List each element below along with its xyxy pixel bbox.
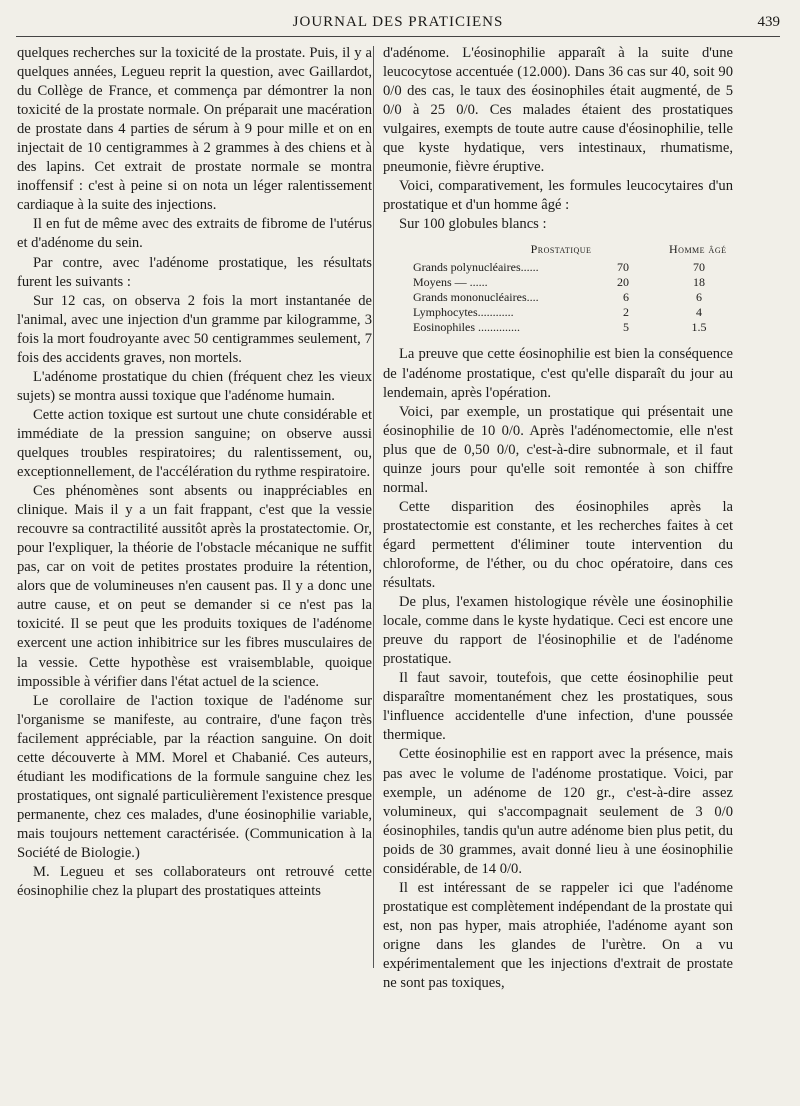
paragraph: Voici, par exemple, un prostatique qui présentait une éosinophilie de 10 0/0. Après l'adénomectomie, elle n'est plus que de 0,50 0/0, c'est-à-dire subnormale, et il faut quinze jours pour qu'elle soit remontée à son chiffre normal. [383,403,733,496]
homme-value: 70 [693,260,705,275]
table-row [413,320,729,335]
paragraph: d'adénome. L'éosinophilie apparaît à la suite d'une leucocytose accentuée (12.000). Dans 36 cas sur 40, soit 90 0/0 des cas, le taux des éosinophiles était augmenté, de 5 0/0 à 25 0/0. Ces malades étaient des prostatiques vulgaires, exempts de toute autre cause d'éosinophilie, telle que kyste hydatique, vers intestinaux, rhumatisme, pneumonie, fièvre éruptive. [383,45,733,176]
paragraph: Voici, comparativement, les formules leucocytaires d'un prostatique et d'un homme âgé : [383,178,733,214]
leukocyte-formula-table [413,242,729,335]
paragraph: La preuve que cette éosinophilie est bien la conséquence de l'adénome prostatique, c'est qu'elle disparaît du jour au lendemain, après l'opération. [383,346,733,401]
prostatique-value: 2 [623,305,629,320]
prostatique-value: 20 [617,275,629,290]
row-label: Eosinophiles .............. [413,320,520,335]
row-label: Lymphocytes............ [413,305,514,320]
prostatique-value: 70 [617,260,629,275]
column-header-prostatique: Prostatique [530,242,592,257]
paragraph: Par contre, avec l'adénome prostatique, les résultats furent les suivants : [17,254,372,290]
table-row [413,260,729,275]
table-header-row [413,242,729,260]
prostatique-value: 5 [623,320,629,335]
paragraph: Il est intéressant de se rappeler ici que l'adénome prostatique est complètement indépendant de la prostate qui est, non pas hyper, mais atrophiée, l'adénome ayant son origne dans les glandes de l'urètre. On a vu expérimentalement que les injections d'extrait de prostate ne sont pas toxiques, [383,879,733,992]
paragraph: M. Legueu et ses collaborateurs ont retrouvé cette éosinophilie chez la plupart des prostatiques atteints [17,864,372,900]
row-label: Grands mononucléaires.... [413,290,539,305]
left-column [17,44,372,901]
row-label: Grands polynucléaires...... [413,260,539,275]
right-column [383,44,733,993]
table-row [413,275,729,290]
paragraph: Ces phénomènes sont absents ou inappréciables en clinique. Mais il y a un fait frappant, c'est que la vessie recouvre sa contractilité aussitôt après la prostatectomie. Or, pour l'expliquer, la théorie de l'obstacle mécanique ne suffit pas, car on voit de petites prostates produire la rétention, alors que de volumineuses n'en causent pas. Il y a donc une autre cause, et on peut se demander si ce n'est pas la toxicité. Il se peut que les produits toxiques de l'adénome exercent une action inhibitrice sur les fibres musculaires de la vessie. Cette hypothèse est vraisemblable, quoique impossible à vérifier dans l'état actuel de la science. [17,483,372,690]
journal-title: JOURNAL DES PRATICIENS [292,14,504,30]
paragraph: L'adénome prostatique du chien (fréquent chez les vieux sujets) se montra aussi toxique que l'adénome humain. [17,368,372,404]
homme-value: 1.5 [691,320,707,335]
table-row [413,305,729,320]
paragraph: Il en fut de même avec des extraits de fibrome de l'utérus et d'adénome du sein. [17,216,372,252]
column-header-homme-age: Homme âgé [669,242,727,257]
row-label: Moyens — ...... [413,275,488,290]
homme-value: 18 [693,275,705,290]
paragraph: Cette action toxique est surtout une chute considérable et immédiate de la pression sanguine; on observe aussi quelques troubles respiratoires; du ralentissement, ou, exceptionnellement, de l'accélération du rythme respiratoire. [17,406,372,481]
paragraph: Le corollaire de l'action toxique de l'adénome sur l'organisme se manifeste, au contraire, d'une façon très facilement appréciable, par la réaction sanguine. On doit cette découverte à MM. Morel et Chabanié. Ces auteurs, étudiant les modifications de la formule sanguine chez les prostatiques, ont signalé particulièrement l'existence presque permanente, chez ces malades, d'une éosinophilie variable, mais toujours nettement caractérisée. (Communication à la Société de Biologie.) [17,692,372,861]
paragraph: Sur 12 cas, on observa 2 fois la mort instantanée de l'animal, avec une injection d'un gramme par kilogramme, 3 fois la mort foudroyante avec 50 centigrammes seulement, 7 fois des accidents graves, non mortels. [17,292,372,366]
paragraph: Il faut savoir, toutefois, que cette éosinophilie peut disparaître momentanément chez les prostatiques, sous l'influence accidentelle d'une infection, d'une poussée thermique. [383,670,733,744]
paragraph: quelques recherches sur la toxicité de la prostate. Puis, il y a quelques années, Legueu reprit la question, avec Gaillardot, du Collège de France, et commença par démontrer la non toxicité de la prostate normale. On préparait une macération de prostate dans 4 parties de sérum à 9 pour mille et on en injectait de 10 centigrammes à 2 grammes à des chiens et à des lapins. Cet extrait de prostate normale se montra inoffensif : c'est à peine si on nota un léger ralentissement cardiaque à la suite des injections. [17,45,372,214]
column-divider [373,46,374,968]
table-row [413,290,729,305]
page-number: 439 [757,14,780,30]
homme-value: 4 [696,305,702,320]
paragraph: Cette éosinophilie est en rapport avec la présence, mais pas avec le volume de l'adénome prostatique. Voici, par exemple, un adénome de 120 gr., c'est-à-dire assez volumineux, qui s'accompagnait seulement de 3 0/0 éosinophiles, tandis qu'un autre adénome bien plus petit, du poids de 30 grammes, avait donné lieu à une éosinophilie considérable, de 14 0/0. [383,746,733,877]
paragraph: Cette disparition des éosinophiles après la prostatectomie est constante, et les recherches faites à cet égard permettent d'éliminer toute intervention du chloroforme, de l'éther, ou du choc opératoire, dans ces résultats. [383,498,733,592]
homme-value: 6 [696,290,702,305]
running-header [16,10,780,37]
paragraph: De plus, l'examen histologique révèle une éosinophilie locale, comme dans le kyste hydatique. Ceci est encore une preuve du rapport de l'éosinophilie et de l'adénome prostatique. [383,594,733,668]
paragraph: Sur 100 globules blancs : [399,216,547,233]
prostatique-value: 6 [623,290,629,305]
